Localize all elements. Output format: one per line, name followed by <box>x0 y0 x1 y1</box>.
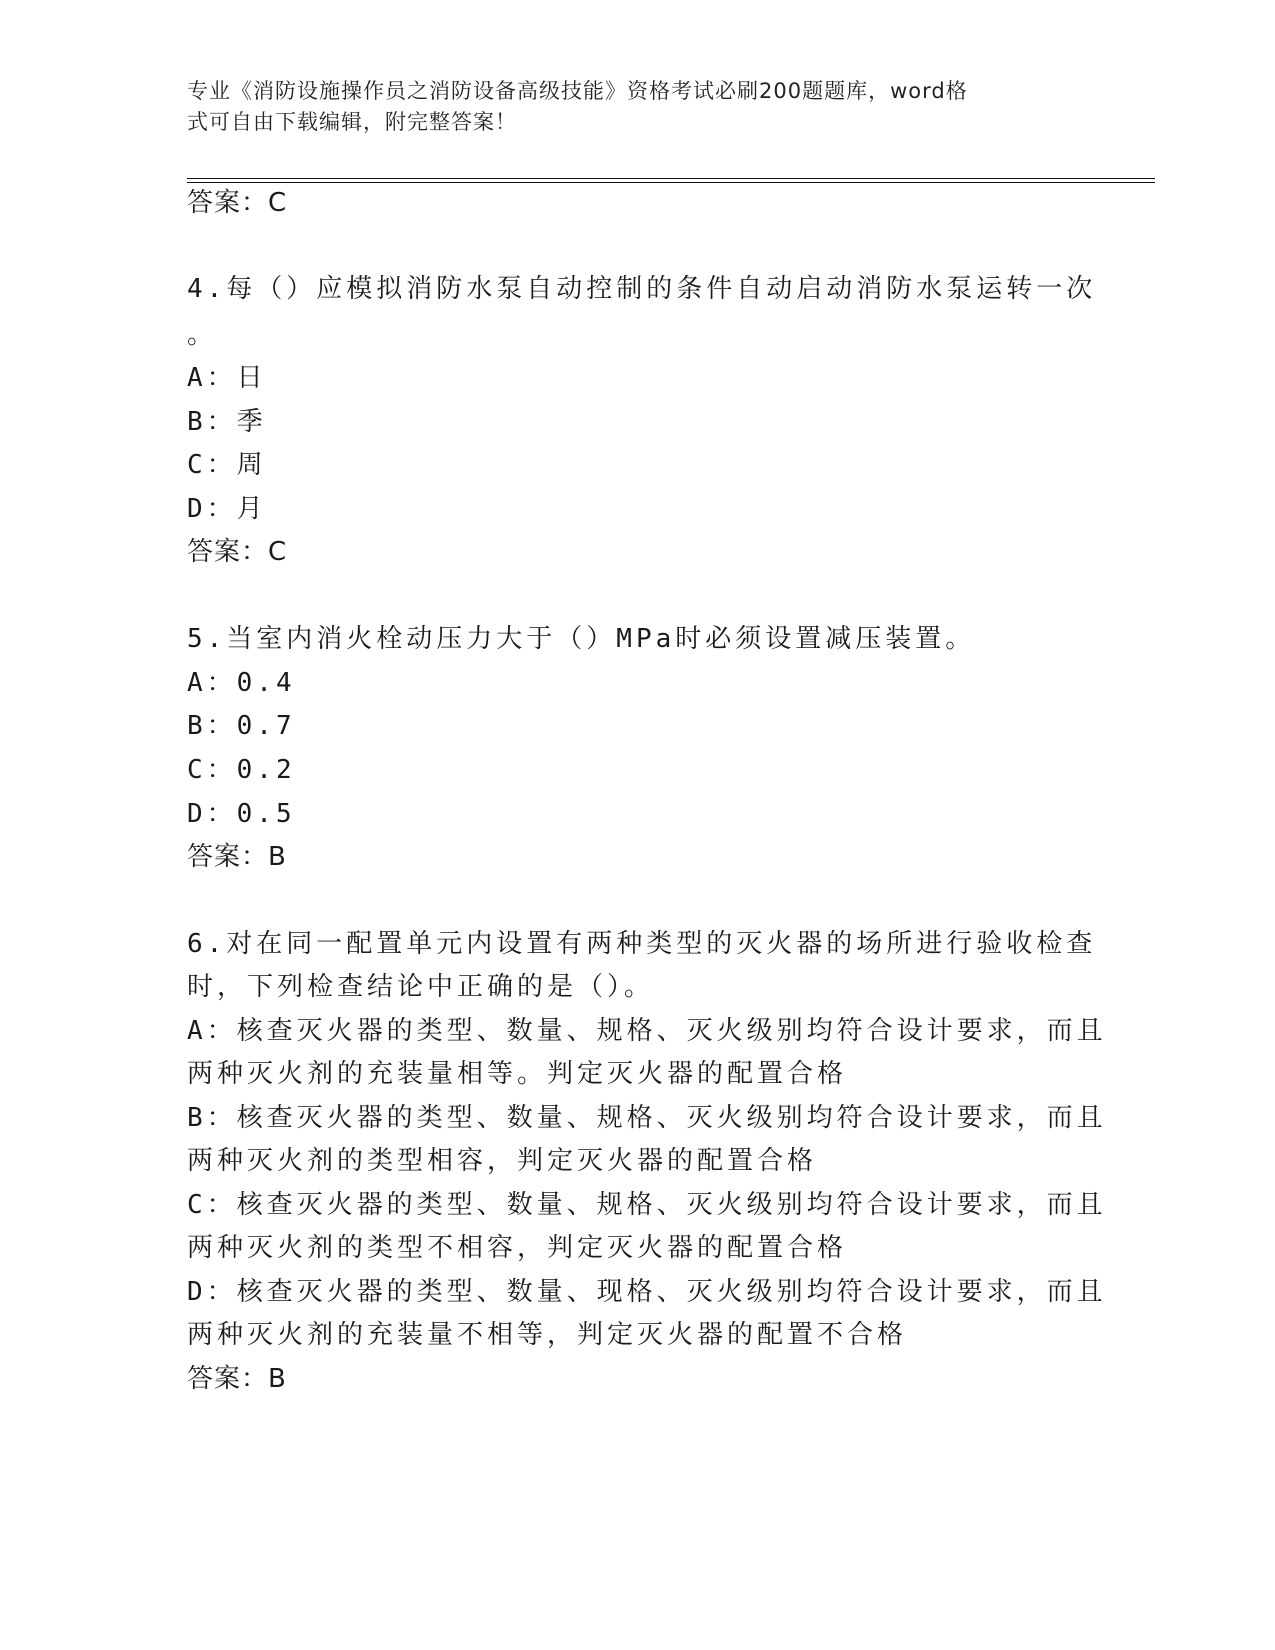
question-5-text: 5.当室内消火栓动压力大于（）MPa时必须设置减压装置。 <box>187 624 976 654</box>
question-5-option-b: B：0.7 <box>187 711 296 741</box>
question-6-answer: 答案：B <box>187 1364 287 1394</box>
question-5-option-a: A：0.4 <box>187 668 296 698</box>
question-6-text-cont: 时，下列检查结论中正确的是（）。 <box>187 972 655 1002</box>
header-divider <box>187 178 1155 179</box>
question-6-option-a-cont: 两种灭火剂的充装量相等。判定灭火器的配置合格 <box>187 1059 848 1089</box>
question-5-option-d: D：0.5 <box>187 799 296 829</box>
question-4-option-a: A：日 <box>187 363 267 393</box>
question-4-answer: 答案：C <box>187 537 288 567</box>
question-6-option-b: B：核查灭火器的类型、数量、规格、灭火级别均符合设计要求，而且 <box>187 1103 1107 1133</box>
document-header <box>187 76 1067 138</box>
question-4-text-cont: 。 <box>187 320 218 350</box>
question-6-option-b-cont: 两种灭火剂的类型相容，判定灭火器的配置合格 <box>187 1146 818 1176</box>
question-4-option-b: B：季 <box>187 407 267 437</box>
question-6-option-c: C：核查灭火器的类型、数量、规格、灭火级别均符合设计要求，而且 <box>187 1190 1107 1220</box>
answer-line: 答案：C <box>187 188 288 218</box>
question-6-option-d-cont: 两种灭火剂的充装量不相等，判定灭火器的配置不合格 <box>187 1320 908 1350</box>
question-6-option-d: D：核查灭火器的类型、数量、现格、灭火级别均符合设计要求，而且 <box>187 1277 1107 1307</box>
question-6-text: 6.对在同一配置单元内设置有两种类型的灭火器的场所进行验收检查 <box>187 929 1097 959</box>
header-line-2: 式可自由下载编辑，附完整答案！ <box>187 110 517 134</box>
question-6-option-a: A：核查灭火器的类型、数量、规格、灭火级别均符合设计要求，而且 <box>187 1016 1107 1046</box>
question-4-text: 4.每（）应模拟消防水泵自动控制的条件自动启动消防水泵运转一次 <box>187 274 1097 304</box>
header-divider-secondary <box>187 182 1155 183</box>
question-4-option-c: C：周 <box>187 450 267 480</box>
question-6-option-c-cont: 两种灭火剂的类型不相容，判定灭火器的配置合格 <box>187 1233 848 1263</box>
header-line-1: 专业《消防设施操作员之消防设备高级技能》资格考试必刷200题题库，word格 <box>187 79 968 103</box>
question-5-option-c: C：0.2 <box>187 755 296 785</box>
question-4-option-d: D：月 <box>187 494 267 524</box>
question-5-answer: 答案：B <box>187 842 287 872</box>
